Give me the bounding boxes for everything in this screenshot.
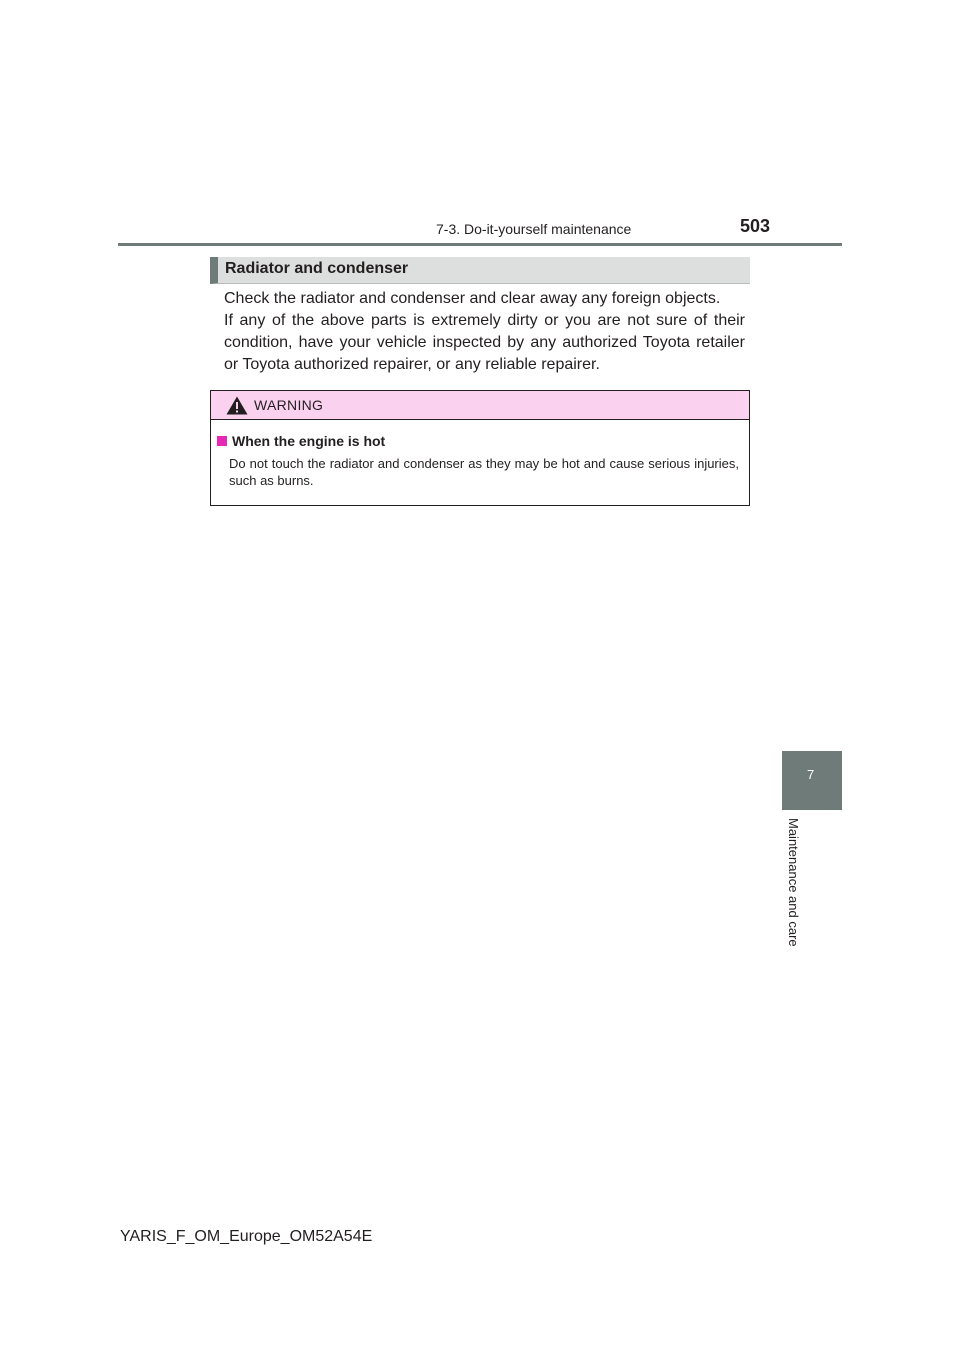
section-body xyxy=(224,288,745,376)
section-heading xyxy=(210,257,750,284)
warning-subheading-text: When the engine is hot xyxy=(232,433,386,449)
warning-subheading xyxy=(217,433,385,449)
warning-box xyxy=(210,390,750,506)
body-paragraph: If any of the above parts is extremely dirty or you are not sure of their condition, have your vehicle inspected by any authorized Toyota retailer or Toyota authorized repairer, or any reliable repairer. xyxy=(224,312,745,373)
warning-triangle-icon xyxy=(226,396,248,415)
header-section-title: 7-3. Do-it-yourself maintenance xyxy=(436,221,632,237)
square-bullet-icon xyxy=(217,436,227,446)
chapter-number: 7 xyxy=(807,767,815,782)
chapter-title-vertical xyxy=(786,818,806,964)
chapter-tab xyxy=(782,751,842,810)
body-paragraph: Check the radiator and condenser and clear away any foreign objects. xyxy=(224,290,721,307)
section-heading-text: Radiator and condenser xyxy=(225,260,409,277)
warning-header xyxy=(211,391,749,420)
warning-label: WARNING xyxy=(254,397,324,413)
warning-text: Do not touch the radiator and condenser as they may be hot and cause serious injuries, such as burns. xyxy=(229,456,739,488)
header-divider xyxy=(118,243,842,246)
chapter-title-text: Maintenance and care xyxy=(786,818,801,947)
document-code: YARIS_F_OM_Europe_OM52A54E xyxy=(120,1228,373,1245)
page-number: 503 xyxy=(740,216,771,236)
